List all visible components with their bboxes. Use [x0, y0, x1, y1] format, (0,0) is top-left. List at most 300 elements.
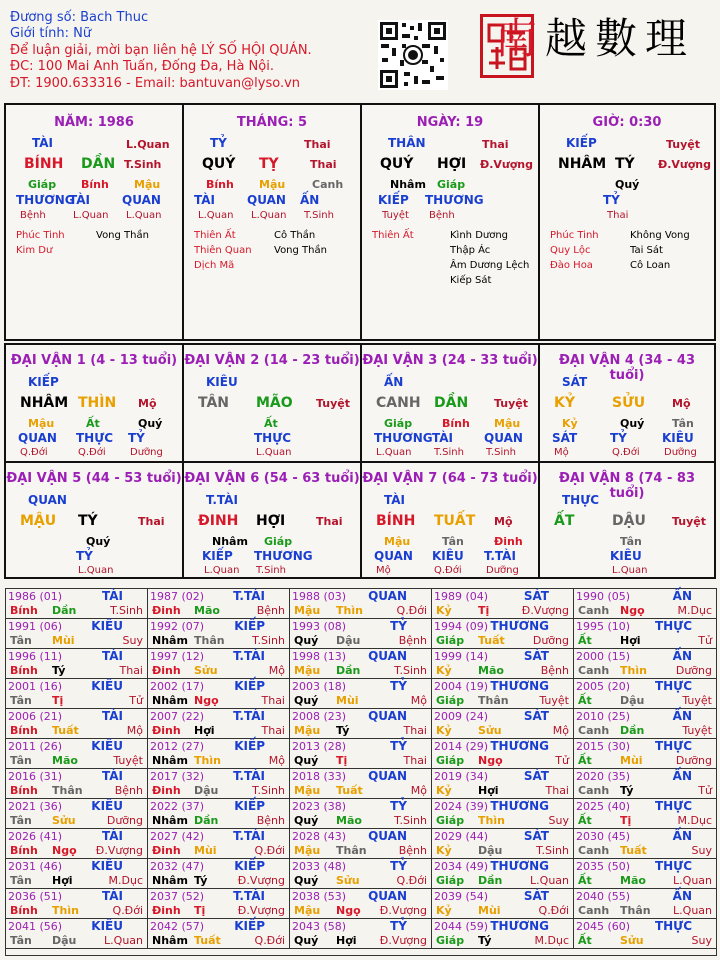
year-god: SÁT — [523, 709, 549, 723]
year-stem: Đinh — [152, 784, 181, 797]
good-star: Thiên Ất — [372, 230, 414, 241]
year-cell[interactable] — [148, 619, 290, 649]
year-cell[interactable] — [148, 739, 290, 769]
dai-van-stem: ẤT — [554, 513, 575, 529]
year-stem: Bính — [10, 604, 38, 617]
year-cell[interactable] — [432, 889, 574, 919]
year-cell[interactable] — [6, 589, 148, 619]
dai-van-title: ĐẠI VẬN 4 (34 - 43 tuổi) — [559, 353, 695, 383]
dai-van-hidden-stem: Nhâm — [212, 535, 248, 548]
year-cell[interactable] — [6, 739, 148, 769]
dai-van-branch: HỢI — [256, 513, 286, 529]
year-branch: Thìn — [52, 904, 79, 917]
year-label: 2012 (27) — [150, 740, 205, 753]
year-phase: Mộ — [268, 754, 285, 767]
hidden-stem: Mậu — [134, 178, 161, 191]
year-cell[interactable] — [290, 649, 432, 679]
year-label: 2005 (20) — [576, 680, 631, 693]
owner-line — [10, 10, 312, 26]
year-label: 2018 (33) — [292, 770, 347, 783]
year-label: 2045 (60) — [576, 920, 631, 933]
hidden-stem: Canh — [312, 178, 344, 191]
year-cell[interactable] — [290, 829, 432, 859]
year-stem: Đinh — [152, 904, 181, 917]
year-stem: Nhâm — [152, 874, 188, 887]
year-label: 2001 (16) — [8, 680, 63, 693]
year-god: TỶ — [390, 619, 407, 633]
year-phase: M.Dục — [108, 874, 143, 887]
year-label: 1998 (13) — [292, 650, 347, 663]
dai-van-god: QUAN — [28, 493, 67, 507]
year-god: THƯƠNG — [490, 859, 549, 873]
year-cell[interactable] — [574, 769, 716, 799]
year-cell[interactable] — [6, 619, 148, 649]
year-label: 2031 (46) — [8, 860, 63, 873]
year-god: KIÊU — [91, 799, 123, 813]
dai-van-phase: Thai — [316, 515, 343, 528]
brand-char-3: 數 — [595, 14, 646, 63]
year-branch: Mùi — [194, 844, 217, 857]
year-branch: Tý — [478, 934, 492, 947]
hidden-stem: Mậu — [259, 178, 286, 191]
year-branch: Hợi — [620, 634, 641, 647]
year-god: ẤN — [672, 769, 692, 783]
year-cell[interactable] — [290, 889, 432, 919]
dai-van-hidden-god: THỰC — [76, 431, 114, 445]
year-branch: Mão — [620, 874, 646, 887]
year-god: TỶ — [390, 919, 407, 933]
year-cell[interactable] — [432, 919, 574, 949]
year-cell[interactable] — [574, 919, 716, 949]
year-branch: Sửu — [478, 724, 502, 737]
year-cell[interactable] — [148, 829, 290, 859]
year-stem: Kỷ — [436, 604, 452, 617]
dai-van-hidden-stem: Mậu — [384, 535, 411, 548]
year-branch: Mão — [52, 754, 78, 767]
year-cell[interactable] — [574, 859, 716, 889]
bad-star: Kiếp Sát — [450, 275, 492, 286]
dai-van-hidden-stem: Bính — [442, 417, 470, 430]
dai-van-hidden-god: QUAN — [484, 431, 523, 445]
dai-van-hidden-stem: Giáp — [264, 535, 293, 548]
year-branch: Dần — [478, 874, 503, 887]
pillar-title: NĂM: 1986 — [54, 115, 134, 130]
bad-star: Cô Loan — [630, 260, 671, 271]
qr-code-icon[interactable] — [378, 20, 448, 90]
dai-van-card[interactable] — [4, 343, 184, 463]
dai-van-stem: BÍNH — [376, 513, 416, 529]
year-stem: Quý — [294, 634, 319, 647]
pillar-branch: TÝ — [615, 156, 635, 172]
year-god: QUAN — [368, 709, 407, 723]
dai-van-hidden-phase: Mộ — [554, 447, 569, 458]
year-stem: Quý — [294, 934, 319, 947]
dai-van-title: ĐẠI VẬN 8 (74 - 83 tuổi) — [559, 471, 695, 501]
bad-star: Không Vong — [630, 230, 690, 241]
year-cell[interactable] — [574, 799, 716, 829]
year-branch: Thìn — [620, 664, 647, 677]
year-cell[interactable] — [148, 799, 290, 829]
year-label: 2044 (59) — [434, 920, 489, 933]
pillar-stem: QUÝ — [380, 156, 414, 172]
dai-van-hidden-god: KIÊU — [432, 549, 464, 563]
year-cell[interactable] — [574, 829, 716, 859]
year-cell[interactable] — [290, 859, 432, 889]
year-cell[interactable] — [290, 619, 432, 649]
year-god: ẤN — [672, 649, 692, 663]
year-phase: Tử — [698, 784, 712, 797]
year-stem: Đinh — [152, 844, 181, 857]
year-phase: L.Quan — [673, 874, 712, 887]
year-branch: Thân — [194, 634, 225, 647]
year-cell[interactable] — [6, 679, 148, 709]
year-cell[interactable] — [148, 859, 290, 889]
year-branch: Tị — [478, 604, 490, 617]
hidden-god: TÀI — [194, 193, 216, 207]
year-stem: Kỷ — [436, 664, 452, 677]
year-branch: Mão — [194, 604, 220, 617]
year-stem: Giáp — [436, 634, 465, 647]
year-stem: Ất — [578, 874, 592, 887]
year-cell[interactable] — [574, 619, 716, 649]
dai-van-phase: Mộ — [138, 397, 157, 410]
year-phase: Dưỡng — [532, 634, 569, 647]
year-cell[interactable] — [148, 649, 290, 679]
year-label: 1996 (11) — [8, 650, 63, 663]
year-cell[interactable] — [290, 739, 432, 769]
pillar-title: THÁNG: 5 — [236, 115, 308, 130]
year-cell[interactable] — [148, 679, 290, 709]
year-cell[interactable] — [432, 799, 574, 829]
year-phase: Đ.Vượng — [521, 604, 569, 617]
year-branch: Ngọ — [52, 844, 77, 857]
pillar-card[interactable] — [4, 103, 184, 341]
dai-van-hidden-god: THƯƠNG — [374, 431, 433, 445]
hidden-god: THƯƠNG — [16, 193, 75, 207]
dai-van-hidden-stem: Tân — [620, 535, 642, 548]
year-phase: Mộ — [410, 694, 427, 707]
year-label: 2016 (31) — [8, 770, 63, 783]
dai-van-god: T.TÀI — [206, 493, 238, 507]
dai-van-hidden-god: THƯƠNG — [254, 549, 313, 563]
owner-name: Bach Thuc — [80, 10, 149, 25]
year-label: 2006 (21) — [8, 710, 63, 723]
year-branch: Mão — [478, 664, 504, 677]
year-god: SÁT — [523, 889, 549, 903]
dai-van-phase: Tuyệt — [316, 397, 351, 410]
year-cell[interactable] — [6, 649, 148, 679]
year-phase: Mộ — [268, 664, 285, 677]
dai-van-stem: ĐINH — [198, 513, 239, 529]
year-stem: Bính — [10, 664, 38, 677]
year-stem: Ất — [578, 814, 592, 827]
dai-van-hidden-stem: Mậu — [494, 417, 521, 430]
year-label: 2004 (19) — [434, 680, 489, 693]
year-label: 2014 (29) — [434, 740, 489, 753]
dai-van-hidden-phase: Q.Đới — [612, 447, 640, 458]
brand-char-1: 南 — [495, 14, 546, 63]
dai-van-card[interactable] — [538, 461, 716, 579]
year-stem: Canh — [578, 604, 610, 617]
year-god: T.TÀI — [233, 889, 265, 903]
year-branch: Sửu — [620, 934, 644, 947]
bad-star: Cô Thần — [274, 230, 316, 241]
hidden-god: ẤN — [300, 193, 320, 207]
year-branch: Thìn — [336, 604, 363, 617]
year-phase: Bệnh — [114, 784, 143, 797]
good-star: Đào Hoa — [550, 260, 593, 271]
year-phase: Thai — [261, 724, 285, 737]
year-cell[interactable] — [148, 709, 290, 739]
dai-van-hidden-stem: Tân — [672, 417, 694, 430]
pillar-stem-god: THÂN — [388, 136, 426, 150]
year-cell[interactable] — [290, 679, 432, 709]
year-label: 2030 (45) — [576, 830, 631, 843]
year-label: 2029 (44) — [434, 830, 489, 843]
year-god: THƯƠNG — [490, 919, 549, 933]
year-branch: Hợi — [478, 784, 499, 797]
year-cell[interactable] — [574, 589, 716, 619]
hidden-phase: Bệnh — [429, 210, 455, 221]
hidden-phase: L.Quan — [126, 210, 162, 221]
pillar-card[interactable] — [538, 103, 716, 341]
year-cell[interactable] — [432, 769, 574, 799]
year-stem: Giáp — [436, 934, 465, 947]
year-cell[interactable] — [6, 859, 148, 889]
year-stem: Mậu — [294, 904, 321, 917]
year-god: THỰC — [654, 859, 692, 873]
year-phase: Thai — [119, 664, 143, 677]
year-cell[interactable] — [432, 679, 574, 709]
dai-van-title: ĐẠI VẬN 6 (54 - 63 tuổi) — [184, 471, 360, 486]
year-phase: Suy — [548, 814, 569, 827]
year-cell[interactable] — [574, 739, 716, 769]
year-stem: Quý — [294, 754, 319, 767]
dai-van-title: ĐẠI VẬN 1 (4 - 13 tuổi) — [10, 353, 178, 368]
year-label: 2002 (17) — [150, 680, 205, 693]
year-cell[interactable] — [432, 739, 574, 769]
year-cell[interactable] — [6, 709, 148, 739]
year-branch: Ngọ — [194, 694, 219, 707]
year-cell[interactable] — [290, 799, 432, 829]
pillar-branch: HỢI — [437, 156, 467, 172]
good-star: Quy Lộc — [550, 245, 591, 256]
year-label: 2017 (32) — [150, 770, 205, 783]
year-god: THƯƠNG — [490, 799, 549, 813]
dai-van-card[interactable] — [360, 343, 540, 463]
dai-van-branch: DẦN — [434, 395, 469, 411]
year-branch: Dậu — [336, 634, 361, 647]
pillar-stem: NHÂM — [558, 156, 607, 172]
year-label: 2043 (58) — [292, 920, 347, 933]
year-cell[interactable] — [432, 829, 574, 859]
year-cell[interactable] — [290, 589, 432, 619]
year-cell[interactable] — [6, 889, 148, 919]
year-god: ẤN — [672, 589, 692, 603]
year-god: SÁT — [523, 769, 549, 783]
year-label: 2013 (28) — [292, 740, 347, 753]
dai-van-hidden-phase: Dưỡng — [486, 565, 519, 576]
year-branch: Ngọ — [478, 754, 503, 767]
year-label: 1987 (02) — [150, 590, 205, 603]
year-god: TỶ — [390, 799, 407, 813]
year-cell[interactable] — [574, 889, 716, 919]
pillar-stem-god: KIẾP — [566, 136, 597, 150]
year-label: 2000 (15) — [576, 650, 631, 663]
gender-value: Nữ — [73, 26, 92, 42]
year-branch: Hợi — [52, 874, 73, 887]
year-god: THỰC — [654, 619, 692, 633]
year-god: KIÊU — [91, 679, 123, 693]
dai-van-hidden-phase: L.Quan — [376, 447, 412, 458]
bad-star: Âm Dương Lệch — [450, 260, 530, 271]
year-label: 2022 (37) — [150, 800, 205, 813]
year-cell[interactable] — [432, 619, 574, 649]
gender-line — [10, 26, 312, 42]
year-stem: Tân — [10, 874, 32, 887]
owner-label: Đương số: — [10, 10, 76, 25]
dai-van-phase: Mộ — [494, 515, 513, 528]
year-cell[interactable] — [6, 769, 148, 799]
year-cell[interactable] — [432, 859, 574, 889]
dai-van-branch: MÃO — [256, 395, 293, 411]
year-branch: Ngọ — [620, 604, 645, 617]
year-label: 1986 (01) — [8, 590, 63, 603]
good-star: Kim Dư — [16, 245, 53, 256]
dai-van-god: TÀI — [384, 493, 406, 507]
pillar-branch: TỴ — [259, 156, 279, 172]
dai-van-hidden-god: T.TÀI — [484, 549, 516, 563]
year-phase: Dưỡng — [675, 664, 712, 677]
bad-star: Kình Dương — [450, 230, 509, 241]
dai-van-stem: NHÂM — [20, 395, 69, 411]
year-cell[interactable] — [432, 589, 574, 619]
dai-van-god: SÁT — [562, 375, 588, 389]
year-phase: Suy — [691, 844, 712, 857]
year-phase: L.Quan — [530, 874, 569, 887]
year-cell[interactable] — [6, 799, 148, 829]
hidden-god: THƯƠNG — [425, 193, 484, 207]
year-phase: M.Dục — [677, 604, 712, 617]
year-label: 2035 (50) — [576, 860, 631, 873]
year-stem: Tân — [10, 934, 32, 947]
year-branch: Mùi — [336, 694, 359, 707]
year-cell[interactable] — [6, 829, 148, 859]
year-phase: Thai — [403, 754, 427, 767]
year-label: 2003 (18) — [292, 680, 347, 693]
year-phase: Thai — [545, 784, 569, 797]
year-stem: Tân — [10, 634, 32, 647]
year-phase: M.Dục — [677, 814, 712, 827]
year-label: 2027 (42) — [150, 830, 205, 843]
year-cell[interactable] — [574, 649, 716, 679]
year-cell[interactable] — [574, 709, 716, 739]
year-label: 2019 (34) — [434, 770, 489, 783]
year-label: 1991 (06) — [8, 620, 63, 633]
year-phase: Bệnh — [540, 664, 569, 677]
year-stem: Kỷ — [436, 904, 452, 917]
year-label: 1988 (03) — [292, 590, 347, 603]
year-branch: Dậu — [620, 694, 645, 707]
year-cell[interactable] — [290, 709, 432, 739]
dai-van-hidden-god: KIÊU — [662, 431, 694, 445]
dai-van-card[interactable] — [360, 461, 540, 579]
hidden-god: TÀI — [69, 193, 91, 207]
hidden-stem: Bính — [81, 178, 109, 191]
year-phase: Suy — [122, 634, 143, 647]
year-phase: Mộ — [126, 724, 143, 737]
year-phase: Mộ — [552, 724, 569, 737]
dai-van-hidden-stem: Ất — [86, 417, 100, 430]
pillar-card[interactable] — [360, 103, 540, 341]
year-branch: Mùi — [52, 634, 75, 647]
year-cell[interactable] — [290, 769, 432, 799]
dai-van-card[interactable] — [182, 461, 362, 579]
pillar-phase: T.Sinh — [124, 158, 162, 171]
dai-van-card[interactable] — [4, 461, 184, 579]
dai-van-card[interactable] — [538, 343, 716, 463]
year-cell[interactable] — [148, 889, 290, 919]
year-god: THƯƠNG — [490, 619, 549, 633]
year-cell[interactable] — [148, 919, 290, 949]
hidden-phase: L.Quan — [251, 210, 287, 221]
pillar-title: NGÀY: 19 — [416, 115, 484, 130]
year-cell[interactable] — [432, 709, 574, 739]
pillar-stem-god: TỶ — [210, 136, 227, 150]
year-stem: Quý — [294, 874, 319, 887]
year-phase: Dưỡng — [106, 814, 143, 827]
dai-van-hidden-phase: Q.Đới — [78, 447, 106, 458]
year-cell[interactable] — [290, 919, 432, 949]
pillar-card[interactable] — [182, 103, 362, 341]
year-god: T.TÀI — [233, 589, 265, 603]
year-stem: Quý — [294, 694, 319, 707]
hidden-stem: Giáp — [28, 178, 57, 191]
hidden-stem: Nhâm — [390, 178, 426, 191]
year-cell[interactable] — [6, 919, 148, 949]
year-god: THỰC — [654, 739, 692, 753]
dai-van-hidden-phase: Dưỡng — [664, 447, 697, 458]
dai-van-branch: TÝ — [78, 513, 98, 529]
year-phase: T.Sinh — [110, 604, 143, 617]
year-phase: T.Sinh — [252, 634, 285, 647]
year-cell[interactable] — [148, 589, 290, 619]
year-label: 2023 (38) — [292, 800, 347, 813]
dai-van-hidden-phase: T.Sinh — [486, 447, 516, 458]
year-god: KIẾP — [234, 679, 265, 693]
hidden-stem: Giáp — [437, 178, 466, 191]
year-branch: Thân — [52, 784, 83, 797]
dai-van-card[interactable] — [182, 343, 362, 463]
year-branch: Sửu — [336, 874, 360, 887]
brand-logo — [495, 14, 710, 64]
year-label: 2009 (24) — [434, 710, 489, 723]
year-phase: Thai — [403, 724, 427, 737]
year-label: 2011 (26) — [8, 740, 63, 753]
year-god: KIẾP — [234, 739, 265, 753]
year-god: KIÊU — [91, 859, 123, 873]
year-cell[interactable] — [574, 679, 716, 709]
year-stem: Ất — [578, 694, 592, 707]
year-cell[interactable] — [432, 649, 574, 679]
year-phase: Tử — [129, 694, 143, 707]
dai-van-hidden-god: QUAN — [18, 431, 57, 445]
pillar-branch-god: Tuyệt — [666, 138, 701, 151]
year-phase: Tuyệt — [682, 694, 712, 707]
year-cell[interactable] — [148, 769, 290, 799]
year-label: 1992 (07) — [150, 620, 205, 633]
dai-van-hidden-phase: T.Sinh — [256, 565, 286, 576]
